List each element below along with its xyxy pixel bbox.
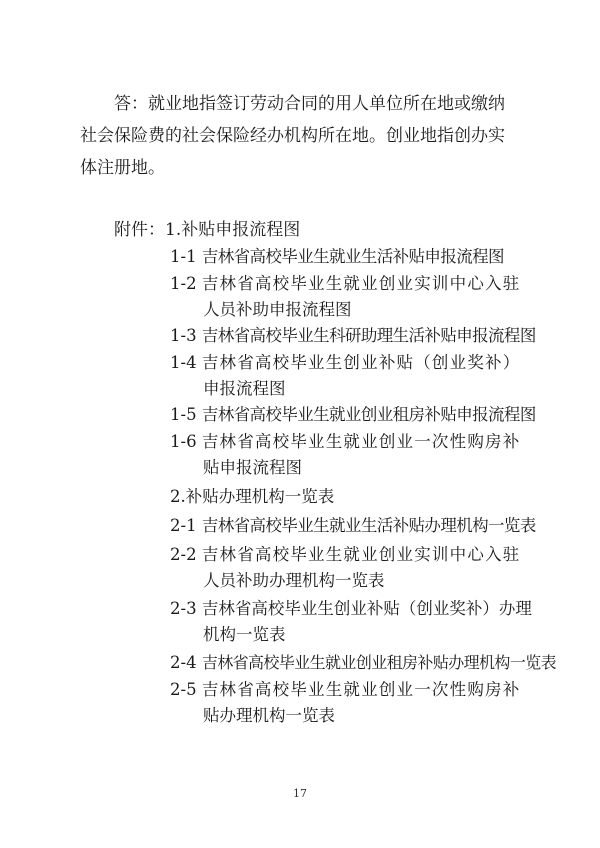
- attachment-item: [170, 513, 536, 539]
- item-title: 吉林省高校毕业生就业创业租房补贴办理机构一览表: [201, 653, 557, 672]
- item-title: 吉林省高校毕业生就业生活补贴申报流程图: [201, 247, 504, 266]
- attachment-item: [170, 271, 520, 323]
- attachment-item: [170, 677, 520, 729]
- item-title-continued: 申报流程图: [203, 379, 286, 398]
- item-number: 1-1: [170, 247, 197, 266]
- item-title-continued: 贴申报流程图: [203, 458, 302, 477]
- item-title: 吉林省高校毕业生就业创业一次性购房补: [201, 680, 521, 699]
- attachments-label: 附件：1.补贴申报流程图: [114, 220, 301, 240]
- item-number: 2-5: [170, 680, 197, 699]
- item-title: 吉林省高校毕业生就业创业租房补贴申报流程图: [201, 405, 536, 424]
- item-title-continued: 贴办理机构一览表: [203, 706, 335, 725]
- attachment-item: [170, 542, 520, 594]
- attachment-item: [170, 244, 504, 270]
- answer-line: 答：就业地指签订劳动合同的用人单位所在地或缴纳: [114, 94, 505, 114]
- item-title: 吉林省高校毕业生科研助理生活补贴申报流程图: [201, 326, 536, 345]
- attachment-item: [170, 650, 556, 676]
- answer-line: 体注册地。: [80, 158, 165, 178]
- item-title: 吉林省高校毕业生就业创业实训中心入驻: [201, 274, 521, 293]
- answer-line: 社会保险费的社会保险经办机构所在地。创业地指创办实: [80, 126, 505, 146]
- attachment-item: [170, 323, 536, 349]
- item-number: 1-3: [170, 326, 197, 345]
- item-title: 吉林省高校毕业生就业创业一次性购房补: [201, 432, 521, 451]
- item-number: 1-6: [170, 432, 197, 451]
- item-number: 1-5: [170, 405, 197, 424]
- item-number: 1-2: [170, 274, 197, 293]
- item-title-continued: 人员补助申报流程图: [203, 300, 352, 319]
- attachments-group2-title: 2.补贴办理机构一览表: [170, 487, 335, 506]
- item-title-continued: 机构一览表: [203, 625, 286, 644]
- page-number: 17: [293, 787, 307, 800]
- item-number: 2-4: [170, 653, 197, 672]
- item-title: 吉林省高校毕业生就业创业实训中心入驻: [201, 545, 521, 564]
- item-title: 吉林省高校毕业生就业生活补贴办理机构一览表: [201, 516, 536, 535]
- item-number: 2-1: [170, 516, 197, 535]
- attachment-item: [170, 402, 536, 428]
- answer-paragraph: [80, 88, 530, 184]
- item-number: 1-4: [170, 353, 197, 372]
- item-number: 2-3: [170, 599, 197, 618]
- attachment-item: [170, 596, 532, 648]
- item-title: 吉林省高校毕业生创业补贴（创业奖补）办理: [201, 599, 532, 618]
- attachment-item: [170, 429, 520, 481]
- item-number: 2-2: [170, 545, 197, 564]
- item-title: 吉林省高校毕业生创业补贴（创业奖补）: [201, 353, 521, 372]
- attachment-item: [170, 350, 520, 402]
- item-title-continued: 人员补助办理机构一览表: [203, 571, 385, 590]
